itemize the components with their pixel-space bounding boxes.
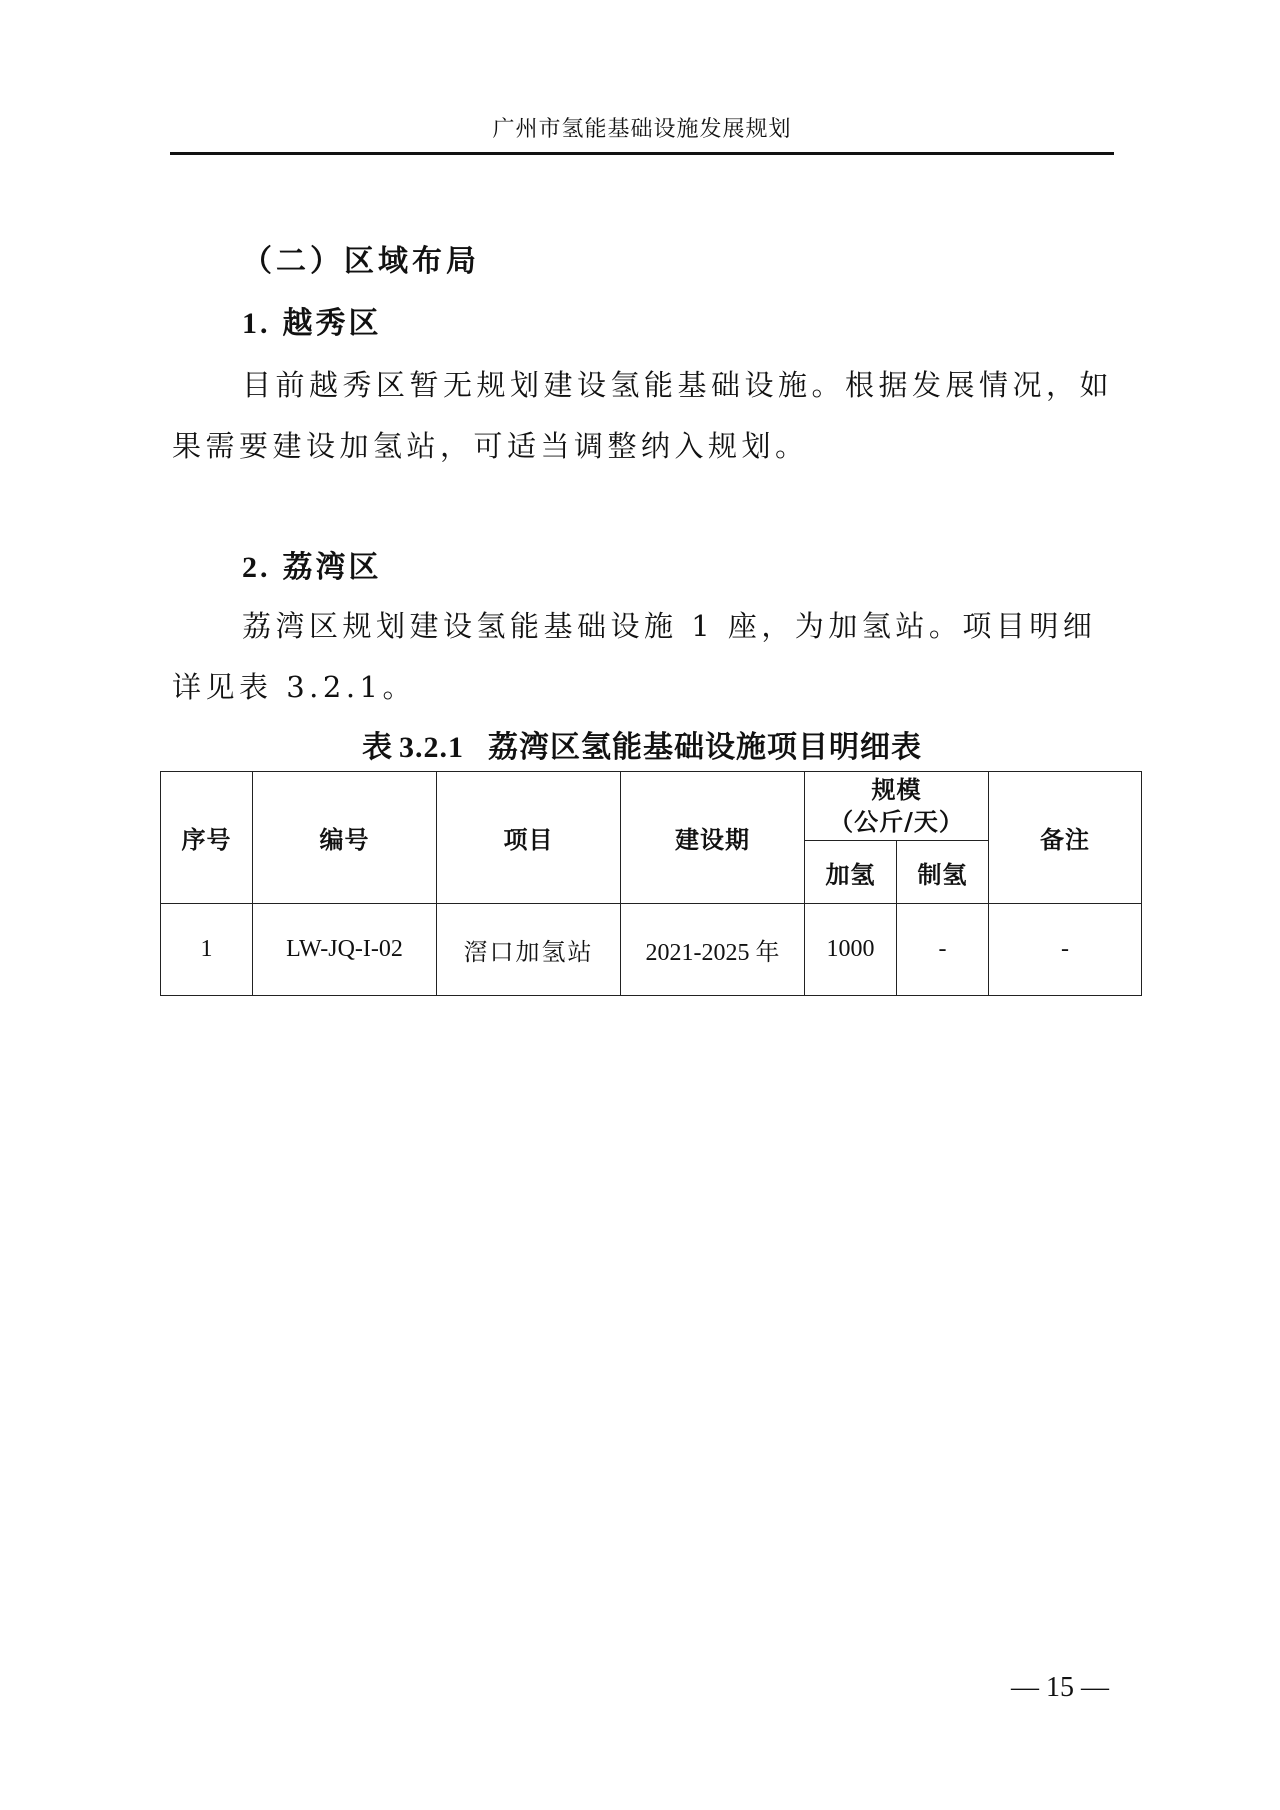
header-scale-unit: （公斤/天） bbox=[829, 807, 964, 836]
cell-remark: - bbox=[989, 904, 1142, 996]
running-header-title: 广州市氢能基础设施发展规划 bbox=[492, 117, 792, 142]
header-refuel: 加氢 bbox=[805, 841, 897, 904]
header-divider bbox=[170, 152, 1114, 155]
table-row bbox=[161, 904, 1142, 996]
cell-code: LW-JQ-I-02 bbox=[253, 904, 437, 996]
paragraph-yuexiu: 目前越秀区暂无规划建设氢能基础设施。根据发展情况，如果需要建设加氢站，可适当调整纳入规划。 bbox=[172, 368, 1114, 463]
subsection-heading-yuexiu bbox=[242, 298, 382, 342]
header-scale bbox=[805, 772, 989, 841]
header-scale-label: 规模 bbox=[871, 775, 922, 804]
header-period: 建设期 bbox=[621, 772, 805, 904]
paragraph-liwan: 荔湾区规划建设氢能基础设施 1 座，为加氢站。项目明细详见表 3.2.1。 bbox=[172, 609, 1097, 704]
section-heading: （二）区域布局 bbox=[242, 244, 480, 279]
table-caption-prefix: 表 bbox=[362, 730, 393, 765]
cell-project: 滘口加氢站 bbox=[437, 904, 621, 996]
project-detail-table bbox=[160, 771, 1142, 996]
cell-period: 2021-2025 年 bbox=[621, 904, 805, 996]
subsection-number: 2. bbox=[242, 551, 271, 584]
header-project: 项目 bbox=[437, 772, 621, 904]
header-remark: 备注 bbox=[989, 772, 1142, 904]
header-produce: 制氢 bbox=[897, 841, 989, 904]
subsection-title: 越秀区 bbox=[282, 306, 382, 341]
table-caption bbox=[160, 722, 1124, 766]
table-caption-title: 荔湾区氢能基础设施项目明细表 bbox=[488, 730, 922, 765]
page-number: — 15 — bbox=[1011, 1672, 1109, 1703]
cell-refuel: 1000 bbox=[805, 904, 897, 996]
cell-produce: - bbox=[897, 904, 989, 996]
header-code: 编号 bbox=[253, 772, 437, 904]
subsection-heading-liwan bbox=[242, 542, 382, 586]
subsection-number: 1. bbox=[242, 307, 271, 340]
header-index: 序号 bbox=[161, 772, 253, 904]
subsection-title: 荔湾区 bbox=[282, 550, 382, 585]
cell-index: 1 bbox=[161, 904, 253, 996]
table-caption-number: 3.2.1 bbox=[399, 731, 464, 764]
